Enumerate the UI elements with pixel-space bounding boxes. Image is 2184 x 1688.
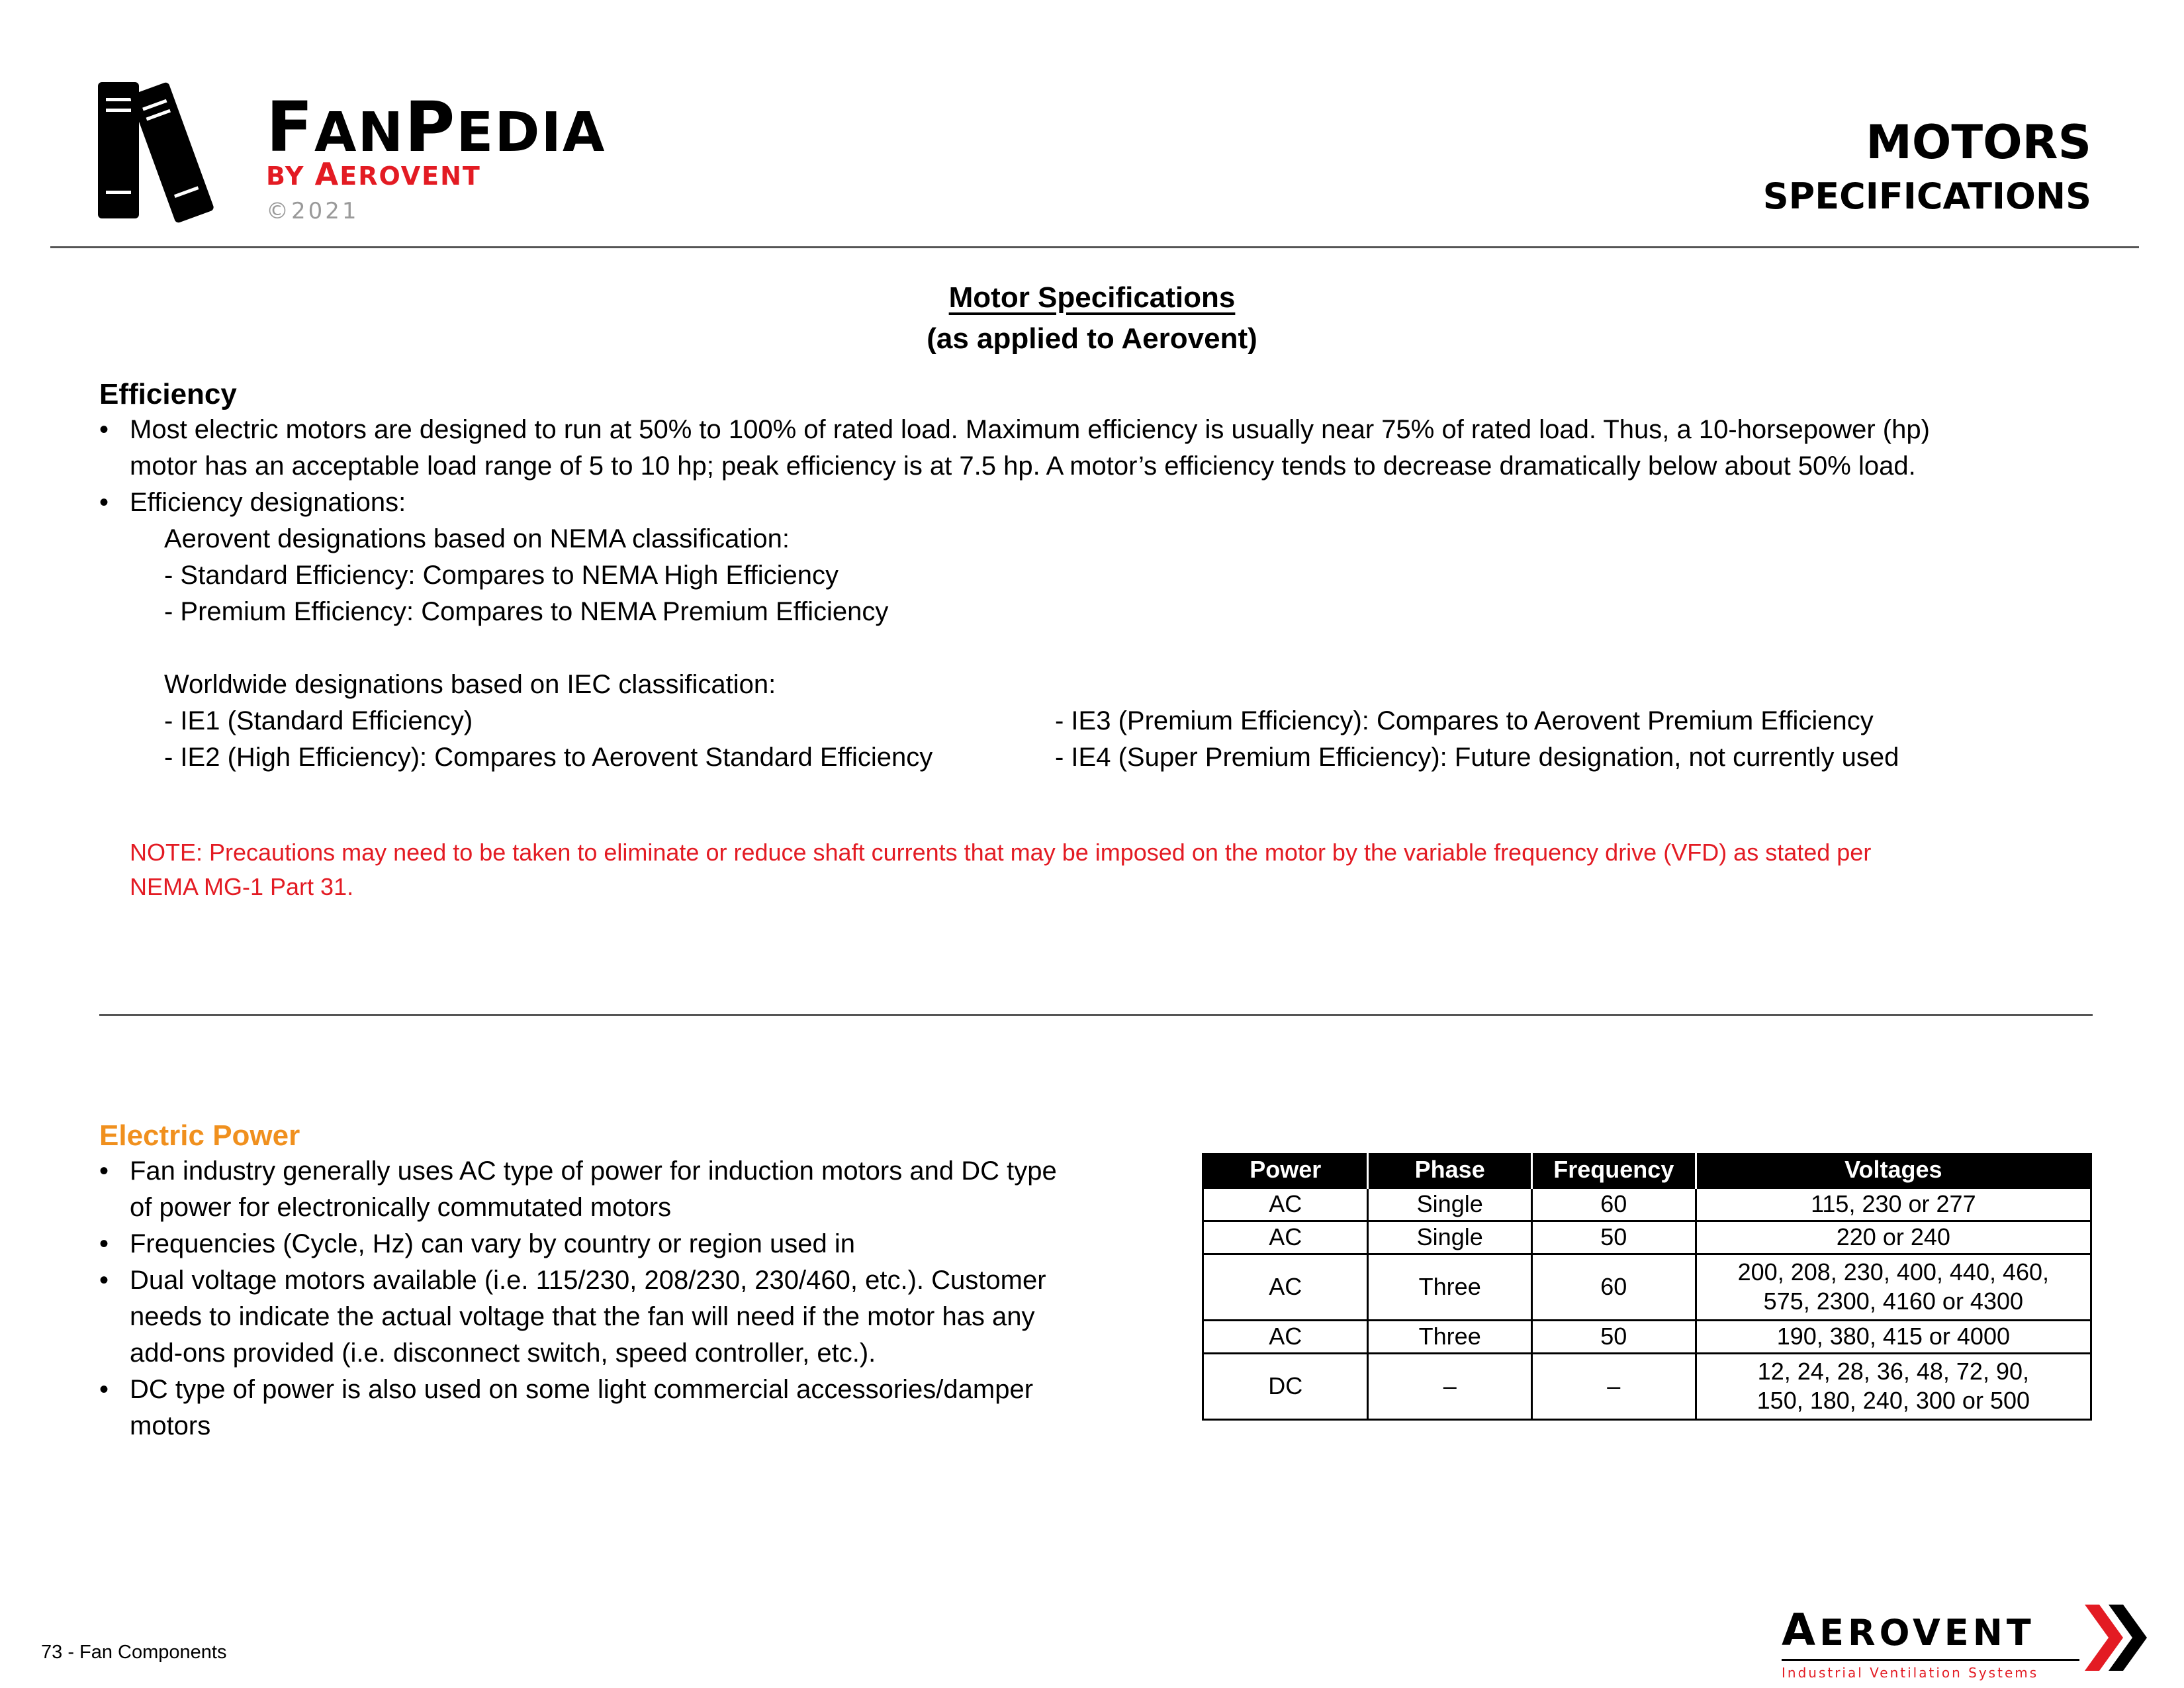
cell-frequency: –: [1531, 1353, 1696, 1419]
table-header-phase: Phase: [1368, 1153, 1531, 1188]
cell-power: AC: [1203, 1188, 1368, 1221]
efficiency-heading: Efficiency: [99, 378, 237, 410]
brand-title: FANPEDIA: [266, 87, 606, 167]
power-bullet-1: Fan industry generally uses AC type of power for induction motors and DC type of power for electronically commutated motors: [130, 1156, 1057, 1222]
cell-frequency: 60: [1531, 1188, 1696, 1221]
cell-power: AC: [1203, 1320, 1368, 1353]
bullet-dot: •: [99, 415, 109, 444]
page-number: 73 - Fan Components: [41, 1642, 227, 1663]
table-row: [1203, 1254, 2091, 1320]
bullet-dot: •: [99, 1229, 109, 1258]
cell-frequency: 60: [1531, 1254, 1696, 1320]
efficiency-bullet-1: Most electric motors are designed to run at 50% to 100% of rated load. Maximum efficiency is usually near 75% of rated load. Thus, a 10-horsepower (hp) motor has an acceptable load range of 5 to 10 hp; peak efficiency is at 7.5 hp. A motor’s efficiency tends to decrease dramatically below about 50% load.: [130, 415, 1930, 481]
cell-voltages: 115, 230 or 277: [1696, 1188, 2091, 1221]
cell-phase: Three: [1368, 1254, 1531, 1320]
iec-item: - IE3 (Premium Efficiency): Compares to Aerovent Premium Efficiency: [1055, 706, 1874, 735]
table-row: [1203, 1188, 2091, 1221]
aerovent-tagline: Industrial Ventilation Systems: [1782, 1659, 2079, 1681]
table-header-voltages: Voltages: [1696, 1153, 2091, 1188]
brand-subtitle: BY AEROVENT: [266, 156, 481, 192]
cell-power: DC: [1203, 1353, 1368, 1419]
table-row: [1203, 1353, 2091, 1419]
bullet-dot: •: [99, 1266, 109, 1295]
nema-list: Aerovent designations based on NEMA classification: - Standard Efficiency: Compares to NEMA High Efficiency - Premium Efficiency: Compares to NEMA Premium Efficiency: [164, 521, 888, 630]
cell-phase: Three: [1368, 1320, 1531, 1353]
cell-voltages: 12, 24, 28, 36, 48, 72, 90, 150, 180, 240, 300 or 500: [1696, 1353, 2091, 1419]
iec-item: - IE2 (High Efficiency): Compares to Aerovent Standard Efficiency: [164, 743, 933, 772]
section-title: Motor Specifications: [948, 281, 1236, 314]
efficiency-bullet-2: Efficiency designations:: [130, 488, 406, 517]
aerovent-logo: [1782, 1605, 2039, 1681]
nema-item: - Standard Efficiency: Compares to NEMA High Efficiency: [164, 561, 839, 590]
page-subtitle: SPECIFICATIONS: [1762, 175, 2091, 217]
header-divider: [50, 246, 2139, 248]
power-bullet-3: Dual voltage motors available (i.e. 115/230, 208/230, 230/460, etc.). Customer needs to indicate the actual voltage that the fan will need if the motor has any add-ons provided (i.e. disconnect switch, speed controller, etc.).: [130, 1266, 1046, 1368]
cell-frequency: 50: [1531, 1221, 1696, 1254]
section-divider: [99, 1014, 2093, 1016]
cell-phase: –: [1368, 1353, 1531, 1419]
iec-list-right: [1055, 703, 1899, 776]
iec-item: - IE1 (Standard Efficiency): [164, 706, 473, 735]
cell-voltages: 200, 208, 230, 400, 440, 460, 575, 2300, 4160 or 4300: [1696, 1254, 2091, 1320]
bullet-dot: •: [99, 488, 109, 517]
cell-frequency: 50: [1531, 1320, 1696, 1353]
table-header-power: Power: [1203, 1153, 1368, 1188]
cell-phase: Single: [1368, 1221, 1531, 1254]
copyright: ©2021: [266, 198, 359, 224]
iec-heading: Worldwide designations based on IEC classification:: [164, 670, 776, 699]
iec-list-left: [164, 703, 933, 776]
aerovent-wordmark: AEROVENT: [1782, 1605, 2035, 1656]
nema-item: - Premium Efficiency: Compares to NEMA Premium Efficiency: [164, 597, 889, 626]
bullet-dot: •: [99, 1156, 109, 1186]
vfd-note: NOTE: Precautions may need to be taken to eliminate or reduce shaft currents that may be imposed on the motor by the variable frequency drive (VFD) as stated per NEMA MG-1 Part 31.: [130, 839, 1872, 900]
books-icon: [98, 78, 237, 224]
power-bullet-2: Frequencies (Cycle, Hz) can vary by country or region used in: [130, 1229, 856, 1258]
table-row: [1203, 1320, 2091, 1353]
table-header-frequency: Frequency: [1531, 1153, 1696, 1188]
page-title: MOTORS: [1866, 115, 2091, 169]
voltage-table: [1202, 1153, 2092, 1421]
iec-item: - IE4 (Super Premium Efficiency): Future designation, not currently used: [1055, 743, 1899, 772]
double-chevron-icon: [2085, 1605, 2148, 1671]
cell-phase: Single: [1368, 1188, 1531, 1221]
section-subtitle: (as applied to Aerovent): [927, 322, 1257, 355]
cell-voltages: 220 or 240: [1696, 1221, 2091, 1254]
bullet-dot: •: [99, 1375, 109, 1404]
cell-power: AC: [1203, 1221, 1368, 1254]
electric-power-heading: Electric Power: [99, 1119, 300, 1152]
power-bullet-4: DC type of power is also used on some light commercial accessories/damper motors: [130, 1375, 1034, 1440]
table-row: [1203, 1221, 2091, 1254]
cell-power: AC: [1203, 1254, 1368, 1320]
cell-voltages: 190, 380, 415 or 4000: [1696, 1320, 2091, 1353]
